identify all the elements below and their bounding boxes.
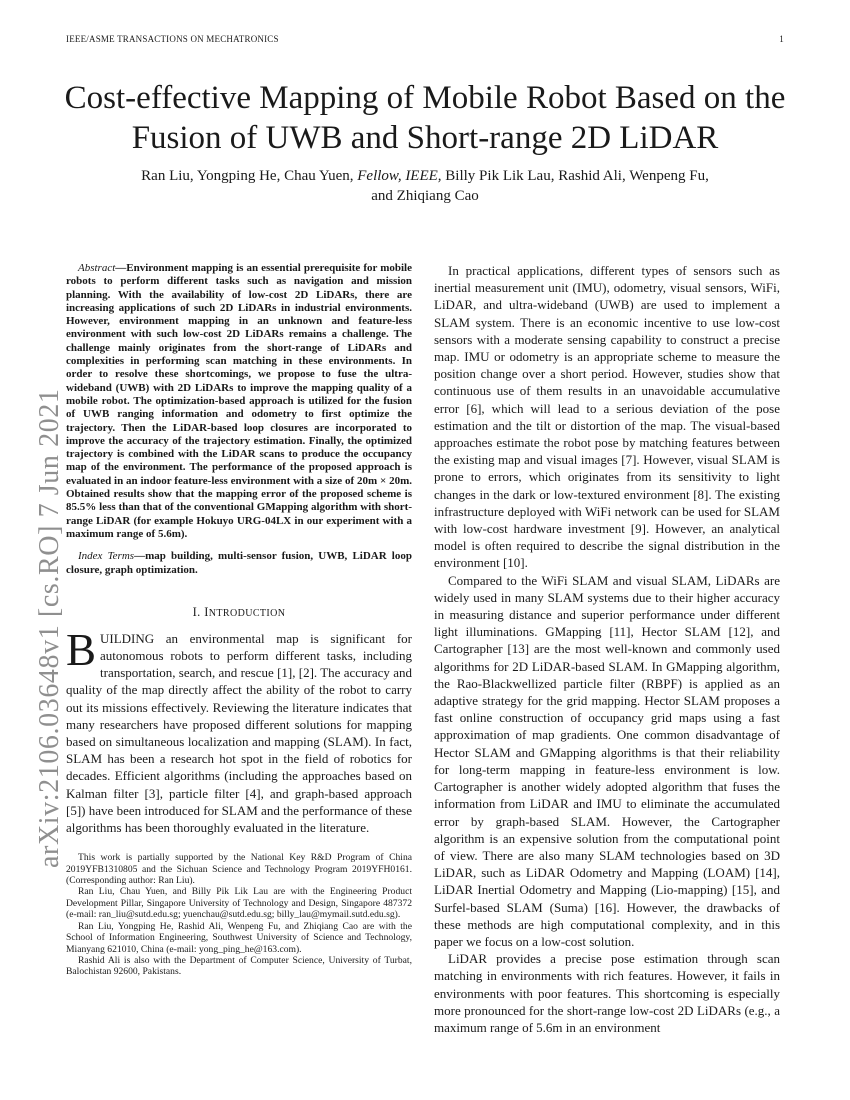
running-header — [66, 34, 784, 44]
page-number: 1 — [779, 34, 784, 44]
section-title-initial: I — [204, 604, 209, 619]
abstract-text: —Environment mapping is an essential prerequisite for mobile robots to perform different tasks such as navigation and mission planning. With the availability of low-cost 2D LiDARs, there are increasing applications of such 2D LiDARs in industrial environments. However, environment mapping in an unknown and feature-less environment with such low-cost 2D LiDARs remains a challenge. The challenge mainly originates from the short-range of LiDARs and complexities in performing scan matching in these environments. In order to resolve these shortcomings, we propose to fuse the ultra-wideband (UWB) with 2D LiDARs to improve the mapping quality of a mobile robot. The optimization-based approach is utilized for the fusion of UWB ranging information and odometry to first optimize the trajectory. Then the LiDAR-based loop closures are incorporated to improve the accuracy of the trajectory estimation. Finally, the optimized trajectory is combined with the LiDAR scans to produce the occupancy map of the environment. The performance of the proposed approach is evaluated in an indoor feature-less environment with a size of 20m × 20m. Obtained results show that the mapping error of the proposed scheme is 85.5% less than that of the conventional GMapping algorithm with short-range LiDAR (for example Hokuyo URG-04LX in our experiment with a maximum range of 5.6m). — [66, 262, 412, 540]
footnote-affiliation-sutd: Ran Liu, Chau Yuen, and Billy Pik Lik Lau are with the Engineering Product Development Pillar, Singapore University of Technology and Design, Singapore 487372 (e-mail: ran_liu@sutd.edu.sg; yuenchau@sutd.edu.sg; billy_lau@mymail.sutd.edu.sg). — [66, 886, 412, 921]
footnote-funding: This work is partially supported by the National Key R&D Program of China 2019YFB1310805 and the Sichuan Science and Technology Program 2019YFH0161. (Corresponding author: Ran Liu). — [66, 852, 412, 887]
footnote-affiliation-swust: Ran Liu, Yongping He, Rashid Ali, Wenpeng Fu, and Zhiqiang Cao are with the School of Information Engineering, Southwest University of Science and Technology, Mianyang 621010, China (e-mail: yong_ping_he@163.com). — [66, 920, 412, 955]
authors-fellow: Fellow, IEEE, — [357, 168, 442, 184]
arxiv-identifier-stamp: arXiv:2106.03648v1 [cs.RO] 7 Jun 2021 — [34, 388, 65, 868]
intro-paragraph — [66, 624, 412, 836]
index-terms — [66, 550, 412, 577]
drop-cap: B — [66, 624, 97, 675]
footnote-affiliation-turbat: Rashid Ali is also with the Department of Computer Science, University of Turbat, Balochistan 92600, Pakistans. — [66, 954, 412, 978]
author-list — [70, 166, 780, 206]
paragraph-lidar-limits: LiDAR provides a precise pose estimation through scan matching in environments with rich features. However, it fails in environments with poor features. This shortcoming is especially more pronounced for the short-range low-cost 2D LiDARs (e.g., a maximum range of 5.6m in an environment — [434, 951, 780, 1035]
authors-line2: and Zhiqiang Cao — [371, 188, 479, 204]
paragraph-lidar-slam: Compared to the WiFi SLAM and visual SLAM, LiDARs are widely used in many SLAM systems due to their higher accuracy in measuring distance and superior performance under different light illuminations. GMapping [11], Hector SLAM [12], and Cartographer [13] are the most well-known and commonly used algorithms for 2D LiDAR-based SLAM. In GMapping algorithm, the Rao-Blackwellized particle filter (RBPF) is applied as an adaptive strategy for the grid mapping. Hector SLAM proposes a fast online construction of occupancy grid maps using a fast approximation of map gradients. One common disadvantage of Hector SLAM and GMapping algorithms is that their reliability for long-term mapping in feature-less environment is low. Cartographer is another widely adopted algorithm that fuses the information from LiDAR and IMU to eliminate the accumulated error by graph-based SLAM. However, the Cartographer algorithm is an expensive solution from the computational point of view. There are also many SLAM technologies based on 3D LiDAR, such as LiDAR Odometry and Mapping (LOAM) [14], LiDAR Inertial Odometry and Mapping (Lio-mapping) [15], and Surfel-based SLAM (Suma) [16]. However, the drawbacks of these methods are high computational complexity, and in this paper we focus on a low-cost solution. — [434, 572, 780, 949]
paragraph-sensors: In practical applications, different types of sensors such as inertial measurement unit (IMU), odometry, visual sensors, WiFi, LiDAR, and ultra-wideband (UWB) are used to implement a SLAM system. There is an economic incentive to use low-cost sensors with a moderate sensing capability to construct a precise map. IMU or odometry is an appropriate scheme to measure the position change over a short period. However, studies show that continuous use of them results in an unavoidable accumulative error [6], which will lead to a serious deviation of the pose estimation and the tilt or distortion of the map. The visual-based approaches estimate the robot pose by matching features between the existing map and visual images [7]. However, visual SLAM is prone to errors, which originates from its sensitivity to light changes in the dark or low-textured environment [8]. The existing infrastructure deployed with WiFi network can be used for SLAM with low-cost hardware investment [9]. However, an analytical model is often required to describe the signal distribution in the environment [10]. — [434, 263, 780, 571]
footnotes — [66, 852, 412, 977]
left-column — [66, 262, 412, 978]
intro-lead-word: UILDING — [100, 630, 155, 646]
authors-line1-part1: Ran Liu, Yongping He, Chau Yuen, — [141, 168, 354, 184]
authors-line1-part2: Billy Pik Lik Lau, Rashid Ali, Wenpeng Fu, — [445, 168, 709, 184]
index-terms-text: —map building, multi-sensor fusion, UWB, LiDAR loop closure, graph optimization. — [66, 550, 412, 576]
intro-text: an environmental map is significant for autonomous robots to perform different tasks, including transportation, search, and rescue [1], [2]. The accuracy and quality of the map directly affect the ability of the robot to carry out its missions effectively. Reviewing the literature indicates that many researchers have proposed different solutions for mapping based on simultaneous localization and mapping (SLAM). In fact, SLAM has been a research hot spot in the field of robotics for decades. Efficient algorithms (including the approaches based on Kalman filter [3], particle filter [4], and graph-based approach [5]) have been introduced for SLAM and the performance of these algorithms has been thoroughly evaluated in the literature. — [66, 630, 412, 836]
section-number: I. — [192, 604, 201, 619]
abstract-label: Abstract — [78, 262, 116, 274]
paper-title: Cost-effective Mapping of Mobile Robot Based on the Fusion of UWB and Short-range 2D LiDAR — [64, 80, 786, 156]
abstract — [66, 262, 412, 541]
right-column — [434, 262, 780, 1036]
section-title-rest: NTRODUCTION — [208, 607, 286, 619]
journal-name: IEEE/ASME TRANSACTIONS ON MECHATRONICS — [66, 34, 279, 44]
section-heading-introduction — [66, 605, 412, 620]
index-terms-label: Index Terms — [78, 550, 135, 563]
